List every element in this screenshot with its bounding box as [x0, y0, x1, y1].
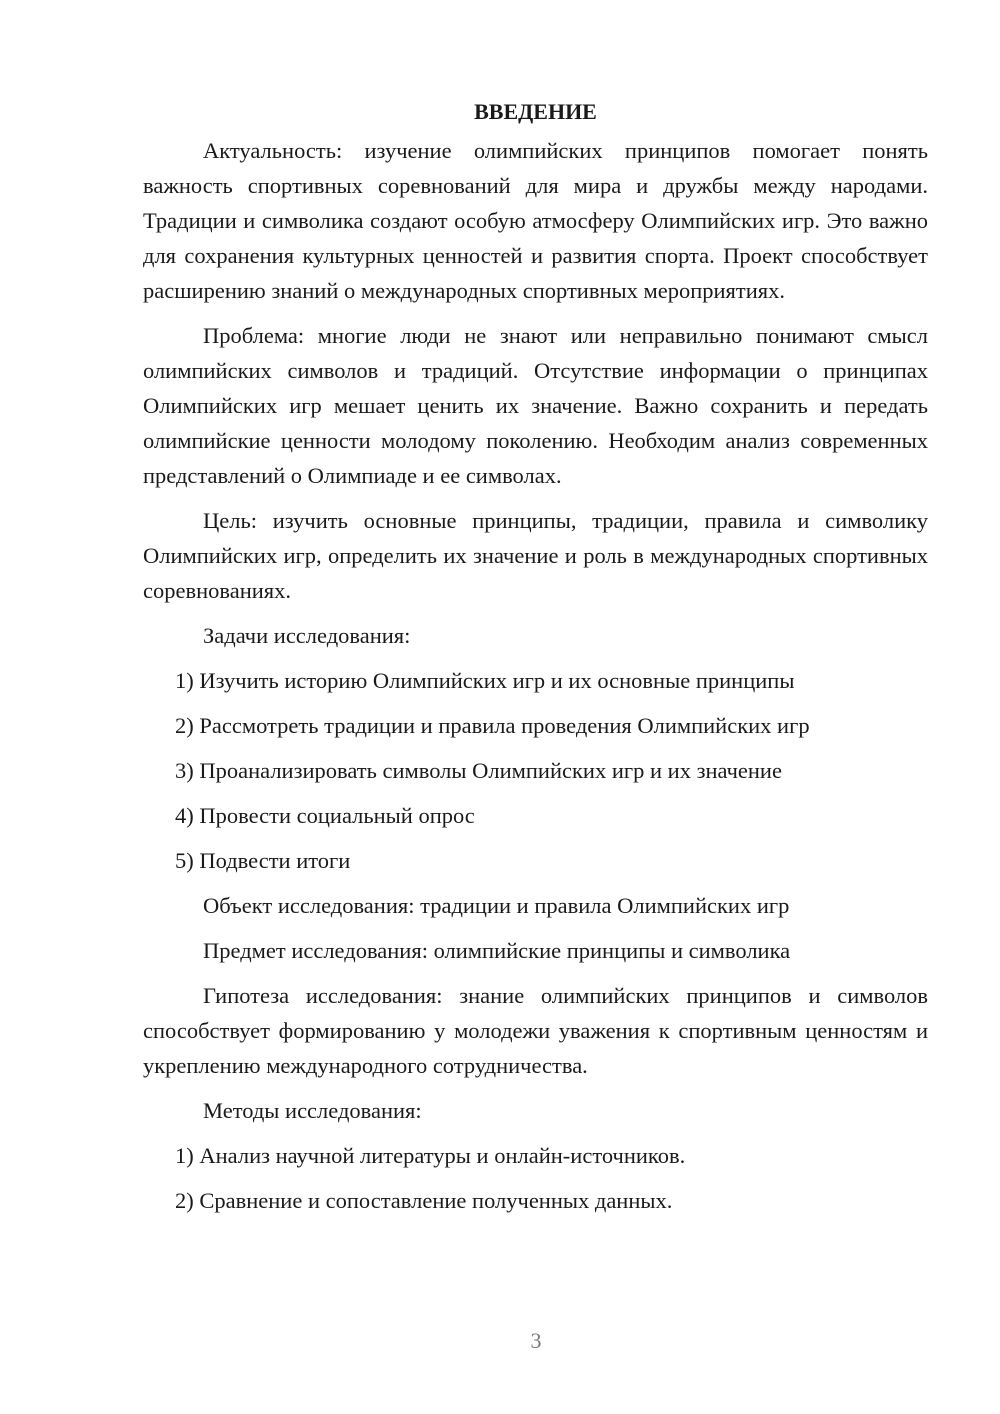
method-item: 1) Анализ научной литературы и онлайн-источников.	[175, 1143, 686, 1168]
task-item: 2) Рассмотреть традиции и правила проведения Олимпийских игр	[175, 713, 810, 738]
paragraph-hypothesis: Гипотеза исследования: знание олимпийских принципов и символов способствует формированию у молодежи уважения к спортивным ценностям и укреплению международного сотрудничества.	[143, 983, 928, 1078]
task-item: 3) Проанализировать символы Олимпийских игр и их значение	[175, 758, 782, 783]
tasks-heading: Задачи исследования:	[203, 623, 411, 648]
method-item: 2) Сравнение и сопоставление полученных данных.	[175, 1188, 673, 1213]
task-item: 4) Провести социальный опрос	[175, 803, 475, 828]
methods-heading: Методы исследования:	[203, 1098, 422, 1123]
task-item: 1) Изучить историю Олимпийских игр и их основные принципы	[175, 668, 795, 693]
paragraph-subject: Предмет исследования: олимпийские принципы и символика	[203, 938, 791, 963]
paragraph-problem: Проблема: многие люди не знают или неправильно понимают смысл олимпийских символов и традиций. Отсутствие информации о принципах Олимпийских игр мешает ценить их значение. Важно сохранить и передать олимпийские ценности молодому поколению. Необходим анализ современных представлений о Олимпиаде и ее символах.	[143, 323, 928, 488]
page-number: 3	[530, 1328, 542, 1353]
task-item: 5) Подвести итоги	[175, 848, 351, 873]
section-title: ВВЕДЕНИЕ	[474, 99, 597, 124]
paragraph-relevance: Актуальность: изучение олимпийских принципов помогает понять важность спортивных соревнований для мира и дружбы между народами. Традиции и символика создают особую атмосферу Олимпийских игр. Это важно для сохранения культурных ценностей и развития спорта. Проект способствует расширению знаний о международных спортивных мероприятиях.	[143, 138, 928, 303]
paragraph-goal: Цель: изучить основные принципы, традиции, правила и символику Олимпийских игр, определить их значение и роль в международных спортивных соревнованиях.	[143, 508, 928, 603]
document-page	[143, 94, 928, 1228]
paragraph-object: Объект исследования: традиции и правила Олимпийских игр	[203, 893, 790, 918]
